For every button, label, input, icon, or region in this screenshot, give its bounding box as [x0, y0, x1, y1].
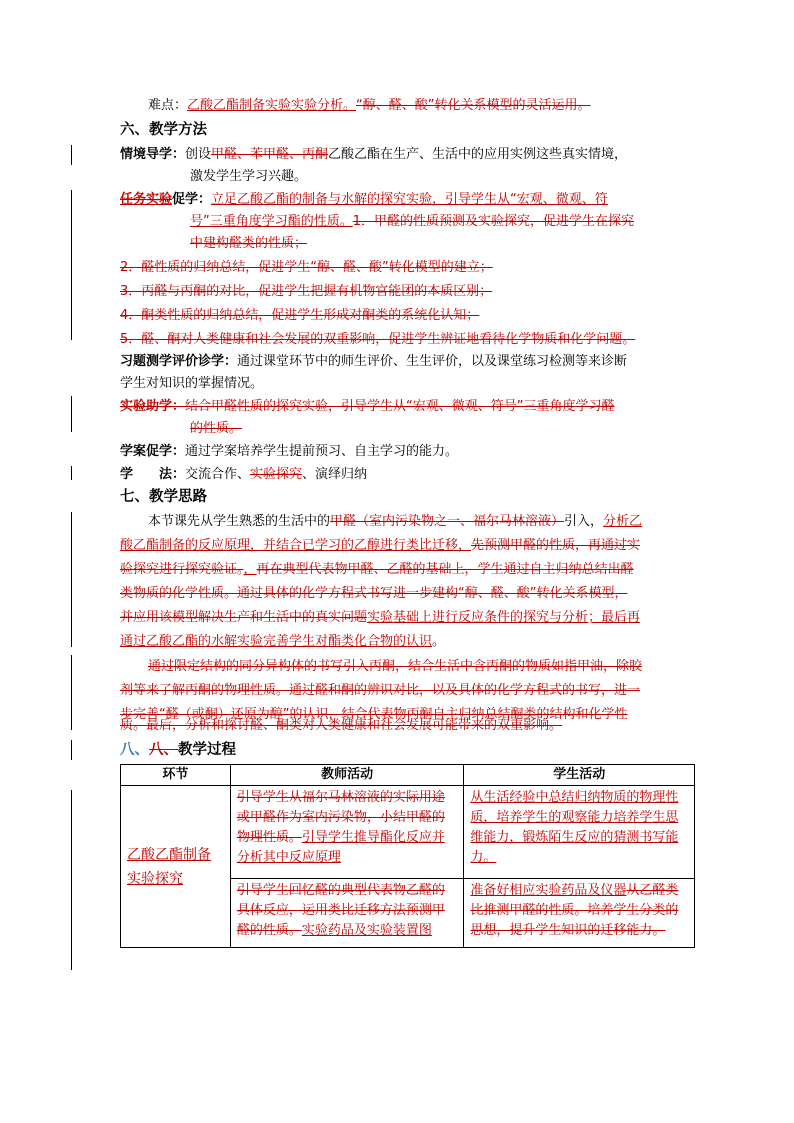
task-text: 号”三重角度学习酯的性质。: [190, 214, 353, 229]
table-header: 教师活动: [230, 765, 464, 786]
scenario-text: 创设: [185, 147, 212, 162]
revision-bar: [71, 145, 72, 165]
plan-deleted: 甲醛（室内污染物之一、福尔马林溶液）: [330, 514, 565, 529]
revision-bar: [71, 790, 72, 970]
section8-title: 教学过程: [178, 742, 236, 758]
deleted-item: 5．醛、酮对人类健康和社会发展的双重影响，促进学生辨证地看待化学物质和化学问题。: [120, 332, 636, 347]
task-line-2: [190, 212, 634, 232]
study-text: 交流合作、: [185, 467, 251, 482]
exercise-text: 通过课堂环节中的师生评价、生生评价，以及课堂练习检测等来诊断: [237, 354, 628, 369]
student-deleted: 从乙醛类比推测甲醛的性质。培养学生分类的思想，提升学生知识的迁移能力。: [470, 883, 679, 938]
plan-p1-line-1: [148, 512, 642, 532]
guide-label: 学案促学：: [120, 444, 186, 459]
plan-text: 本节课先从学生熟悉的生活中的: [148, 514, 331, 529]
plan-text: 。: [432, 634, 446, 649]
exercise-line-2: 学生对知识的掌握情况。: [120, 376, 264, 391]
deleted-item: 2．醛性质的归纳总结，促进学生“醇、醛、酸”转化模型的建立；: [120, 260, 493, 275]
stage-cell: [121, 786, 231, 948]
plan-deleted: 先预测甲醛的性质，再通过实: [471, 538, 641, 553]
deleted-item: 3．丙醛与丙酮的对比，促进学生把握有机物官能团的本质区别；: [120, 284, 493, 299]
teacher-deleted: 引导学生回忆醛的典型代表物乙醛的具体反应，运用类比迁移方法预测甲醛的性质。: [236, 883, 445, 938]
plan-p2-line-1: 通过限定结构的同分异构体的书写引入丙酮，结合生活中含丙酮的物质如指甲油，除胶: [148, 659, 643, 674]
plan-p1-line-4: 类物质的化学性质。通过具体的化学方程式书写进一步建构“醇、醛、酸”转化关系模型，: [120, 586, 628, 601]
scenario-label: 情境导学：: [120, 147, 186, 162]
revision-bar: [71, 655, 72, 730]
section8-number: 八、: [120, 742, 149, 758]
revision-bar: [71, 190, 72, 340]
table-header: 环节: [121, 765, 231, 786]
study-deleted: 实验探究: [250, 467, 303, 482]
study-line: [120, 465, 367, 485]
task-line-3: 中建构醛类的性质；: [190, 236, 308, 251]
student-activity: [464, 879, 695, 948]
plan-p1-line-5: [120, 608, 640, 628]
plan-text: 引入，: [564, 514, 604, 529]
plan-inserted: 酸乙酯制备的反应原理，并结合已学习的乙醇进行类比迁移，: [120, 538, 472, 553]
scenario-line-2: 激发学生学习兴趣。: [190, 169, 308, 184]
difficulty-deleted: “醇、醛、酸”转化关系模型的灵活运用。: [356, 98, 591, 113]
difficulty-text: 乙酸乙酯制备实验实验分析。: [187, 98, 357, 113]
plan-p1-line-6: [120, 632, 445, 652]
difficulty-label: 难点：: [148, 98, 188, 113]
plan-p2-line-3: 步完善“醛（或酮）还原为醇”的认识，结合代表物丙酮自主归纳总结酮类的结构和化学性: [120, 707, 628, 722]
study-text: 、演绎归纳: [302, 467, 368, 482]
study-label: 学 法：: [120, 467, 186, 482]
plan-p1-line-2: [120, 536, 640, 556]
plan-deleted: 验探究进行探究验证。: [120, 562, 244, 577]
exercise-line-1: [120, 352, 627, 372]
student-inserted: 从生活经验中总结归纳物质的物理性质，培养学生的观察能力: [470, 790, 679, 825]
teacher-activity: [230, 879, 464, 948]
table-header-row: [121, 765, 695, 786]
task-text: 立足乙酸乙酯的制备与水解的探究实验，引导学生从“宏观、微观、符: [211, 192, 608, 207]
experiment-line-2: 的性质。: [190, 421, 243, 436]
section6-heading: 六、教学方法: [120, 122, 207, 138]
section8-heading: [120, 740, 236, 760]
revision-bar: [71, 740, 72, 760]
student-inserted: 培养学生思维能力，锻炼陌生反应的猜测书写能力。: [470, 810, 679, 865]
plan-p2-line-2: 剂等来了解丙酮的物理性质。通过醛和酮的辨识对比，以及具体的化学方程式的书写，进一: [120, 683, 641, 698]
section7-heading: 七、教学思路: [120, 489, 207, 505]
process-table: [120, 764, 695, 948]
scenario-deleted: 甲醛、苯甲醛、丙酮: [211, 147, 329, 162]
student-inserted: 准备好相应实验药品及仪器: [470, 883, 627, 898]
teacher-inserted: 实验药品及实验装置图: [301, 923, 432, 938]
guide-line: [120, 442, 458, 462]
experiment-label: 实验助学：: [120, 399, 186, 414]
plan-p1-line-3: [120, 560, 634, 580]
plan-inserted: 通过乙酸乙酯的水解实验完善学生对酯类化合物的认识: [120, 634, 433, 649]
plan-inserted: ，: [243, 562, 257, 577]
experiment-line-1: [120, 397, 615, 417]
teacher-inserted: 引导学生推导酯化反应并分析其中反应原理: [236, 830, 445, 865]
plan-inserted: 实验基础上进行反应条件的探究与分析；最后再: [367, 610, 641, 625]
guide-text: 通过学案培养学生提前预习、自主学习的能力。: [185, 444, 459, 459]
difficulty-line: [148, 96, 591, 116]
revision-bar: [71, 466, 72, 480]
task-label: 促学：: [172, 192, 212, 207]
plan-p2-line-4: 质。最后，分析和探讨醛、酮类对人类健康和社会发展可能带来的双重影响。: [120, 718, 563, 733]
scenario-line-1: [120, 145, 627, 165]
table-row: [121, 786, 695, 879]
scenario-text: 乙酸乙酯在生产、生活中的应用实例这些真实情境，: [328, 147, 628, 162]
teacher-activity: [230, 786, 464, 879]
exercise-label: 习题测学评价诊学：: [120, 354, 238, 369]
task-deleted: 1．甲醛的性质预测及实验探究，促进学生在探究: [352, 214, 635, 229]
teacher-deleted: 引导学生从福尔马林溶液的实际用途或甲醛作为室内污染物，小结甲醛的物理性质。: [236, 790, 445, 845]
section8-deleted-number: 八、: [149, 742, 178, 758]
experiment-text: 结合甲醛性质的探究实验，引导学生从“宏观、微观、符号”三重角度学习醛: [185, 399, 615, 414]
deleted-item: 4．酮类性质的归纳总结，促进学生形成对酮类的系统化认知；: [120, 308, 480, 323]
stage-name: 乙酸乙酯制备实验探究: [127, 846, 211, 887]
plan-inserted: 分析乙: [603, 514, 643, 529]
student-activity: [464, 786, 695, 879]
task-line-1: [120, 190, 608, 210]
revision-bar: [71, 396, 72, 432]
plan-deleted: 并应用该模型解决生产和生活中的真实问题: [120, 610, 368, 625]
task-label-ins: 任务实验: [120, 192, 173, 207]
plan-deleted: 再在典型代表物甲醛、乙醛的基础上，学生通过自主归纳总结出醛: [256, 562, 634, 577]
table-header: 学生活动: [464, 765, 695, 786]
revision-bar: [71, 512, 72, 647]
